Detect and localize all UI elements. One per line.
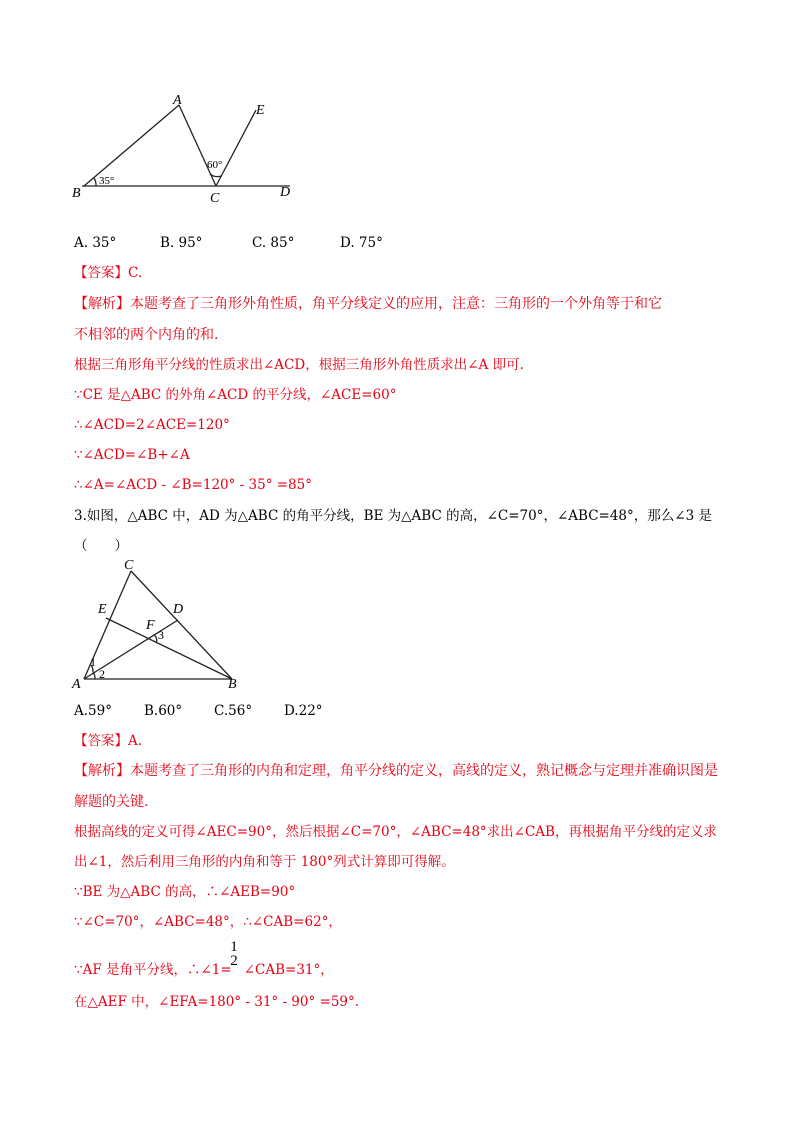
q3-step3-prefix: ∵AF 是角平分线，∴∠1= [74,962,232,978]
fig2-label-d: D [173,602,184,617]
fig2-label-f: F [146,618,155,633]
q2-analysis-line3: 根据三角形角平分线的性质求出∠ACD，根据三角形外角性质求出∠A 即可. [74,357,524,373]
fig2-label-c: C [124,558,134,573]
figure-2-diagram [66,555,246,695]
q3-step3 [74,961,334,979]
q3-step3-suffix: ∠CAB=31°， [243,962,334,978]
fig2-angle-1: 1 [90,655,96,669]
fig2-label-b: B [228,677,237,692]
q3-option-b: B.60° [144,703,183,719]
q3-analysis-line2: 解题的关键. [74,794,149,810]
q2-options [74,234,383,252]
fig1-angle-c: 60° [207,159,223,171]
q2-step1: ∵CE 是△ABC 的外角∠ACD 的平分线，∠ACE=60° [74,387,397,403]
q2-option-a: A. 35° [74,235,117,251]
fig2-angle-2: 2 [99,667,105,681]
q3-answer: 【答案】A. [74,733,143,749]
q2-analysis-line2: 不相邻的两个内角的和. [74,327,219,343]
q3-option-c: C.56° [214,703,253,719]
q2-step2: ∴∠ACD=2∠ACE=120° [74,417,230,433]
figure-1-diagram [66,92,306,207]
q3-question-line2: （ ） [74,538,128,554]
fig1-label-e: E [256,103,265,118]
q3-analysis-line1: 【解析】本题考查了三角形的内角和定理，角平分线的定义，高线的定义，熟记概念与定理并准确识图是 [74,763,718,779]
q3-step4: 在△AEF 中，∠EFA=180° - 31° - 90° =59°. [74,994,360,1010]
q3-analysis-line4: 出∠1，然后利用三角形的内角和等于 180°列式计算即可得解。 [74,854,455,870]
q3-analysis-line3: 根据高线的定义可得∠AEC=90°，然后根据∠C=70°，∠ABC=48°求出∠CAB，再根据角平分线的定义求 [74,824,717,840]
q2-step3: ∵∠ACD=∠B+∠A [74,447,190,463]
fig1-angle-b: 35° [99,175,115,187]
fraction-numerator: 1 [230,939,238,955]
fig2-angle-3: 3 [158,628,164,642]
q2-answer: 【答案】C. [74,265,143,281]
q2-option-d: D. 75° [340,235,383,251]
q3-step2: ∵∠C=70°，∠ABC=48°，∴∠CAB=62°， [74,914,342,930]
q2-analysis-line1: 【解析】本题考查了三角形外角性质，角平分线定义的应用，注意：三角形的一个外角等于和它 [74,296,662,312]
q3-options [74,702,323,720]
q3-option-d: D.22° [284,703,323,719]
fraction-half [229,940,239,968]
q2-option-c: C. 85° [252,235,295,251]
fig2-label-e: E [98,602,107,617]
q2-step4: ∴∠A=∠ACD - ∠B=120° - 35° =85° [74,477,312,493]
q3-question-line1: 3.如图，△ABC 中，AD 为△ABC 的角平分线，BE 为△ABC 的高，∠C=70°，∠ABC=48°，那么∠3 是 [74,508,712,524]
fraction-denominator: 2 [230,953,238,969]
q3-step1: ∵BE 为△ABC 的高，∴∠AEB=90° [74,884,296,900]
fig1-label-b: B [72,186,81,201]
fig1-label-d: D [280,185,291,200]
fig1-label-a: A [173,93,182,108]
fig1-label-c: C [210,191,220,206]
fig2-label-a: A [72,677,81,692]
q3-option-a: A.59° [74,703,112,719]
q2-option-b: B. 95° [160,235,203,251]
